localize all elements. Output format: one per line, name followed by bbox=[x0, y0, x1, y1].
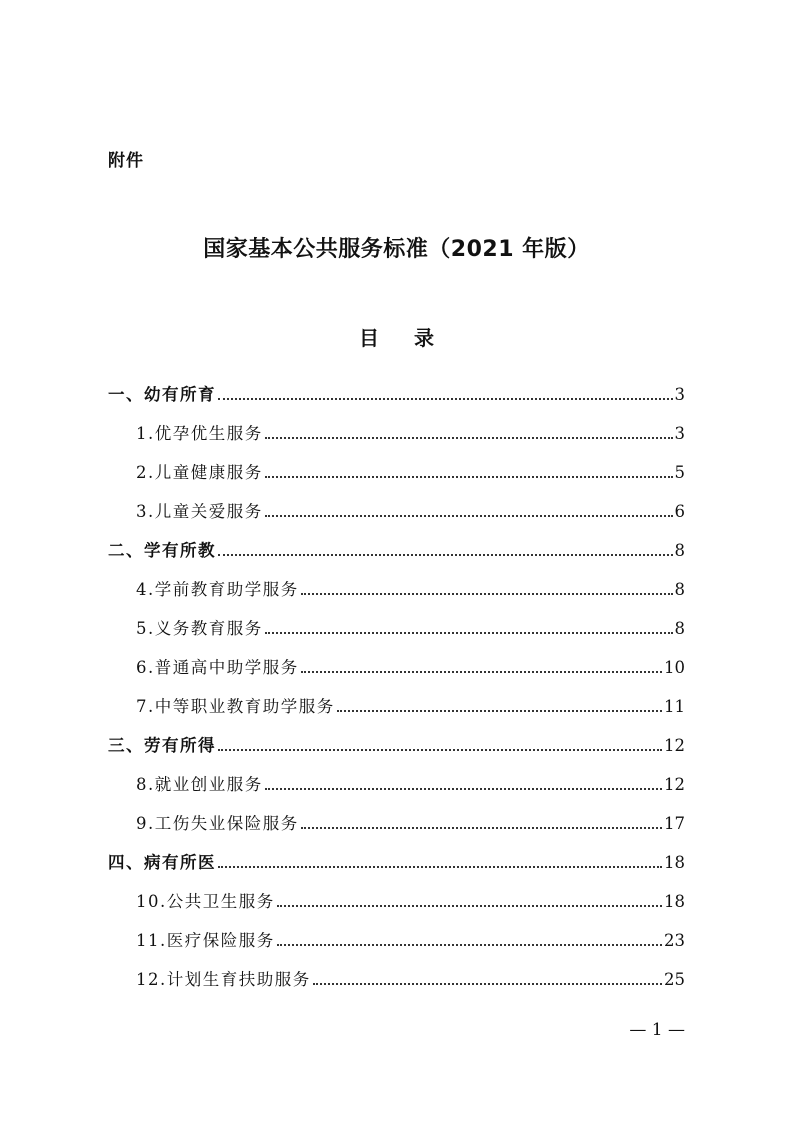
toc-page-number: 10 bbox=[664, 658, 685, 677]
toc-dot-leader bbox=[265, 787, 662, 790]
toc-page-number: 12 bbox=[664, 736, 685, 755]
toc-section-row[interactable] bbox=[108, 369, 685, 408]
toc-dot-leader bbox=[301, 826, 662, 829]
toc-page-number: 3 bbox=[674, 424, 685, 443]
toc-dot-leader bbox=[313, 982, 662, 985]
toc-dot-leader bbox=[265, 436, 673, 439]
toc-entry-label: 2.儿童健康服务 bbox=[136, 463, 263, 482]
toc-page-number: 8 bbox=[674, 619, 685, 638]
toc-dot-leader bbox=[337, 709, 662, 712]
toc-page-number: 18 bbox=[664, 892, 685, 911]
toc-page-number: 17 bbox=[664, 814, 685, 833]
toc-entry-label: 二、学有所教 bbox=[108, 541, 216, 560]
toc-entry-label: 3.儿童关爱服务 bbox=[136, 502, 263, 521]
toc-item-row[interactable] bbox=[108, 759, 685, 798]
toc-dot-leader bbox=[218, 397, 673, 400]
toc-section-row[interactable] bbox=[108, 720, 685, 759]
toc-item-row[interactable] bbox=[108, 603, 685, 642]
toc-entry-label: 11.医疗保险服务 bbox=[136, 931, 275, 950]
toc-page-number: 3 bbox=[674, 385, 685, 404]
toc-entry-label: 8.就业创业服务 bbox=[136, 775, 263, 794]
toc-dot-leader bbox=[277, 943, 662, 946]
document-title: 国家基本公共服务标准（2021 年版） bbox=[203, 237, 590, 262]
toc-page-number: 8 bbox=[674, 541, 685, 560]
toc-dot-leader bbox=[301, 670, 662, 673]
toc-item-row[interactable] bbox=[108, 447, 685, 486]
toc-item-row[interactable] bbox=[108, 798, 685, 837]
toc-item-row[interactable] bbox=[108, 915, 685, 954]
toc-page-number: 5 bbox=[674, 463, 685, 482]
toc-section-row[interactable] bbox=[108, 837, 685, 876]
toc-dot-leader bbox=[301, 592, 673, 595]
toc-item-row[interactable] bbox=[108, 486, 685, 525]
toc-entry-label: 三、劳有所得 bbox=[108, 736, 216, 755]
toc-page-number: 6 bbox=[674, 502, 685, 521]
toc-entry-label: 9.工伤失业保险服务 bbox=[136, 814, 299, 833]
toc-entry-label: 10.公共卫生服务 bbox=[136, 892, 275, 911]
page-number: — 1 — bbox=[629, 1020, 685, 1040]
toc-entry-label: 四、病有所医 bbox=[108, 853, 216, 872]
attachment-label: 附件 bbox=[108, 151, 144, 171]
toc-entry-label: 6.普通高中助学服务 bbox=[136, 658, 299, 677]
toc-dot-leader bbox=[218, 553, 673, 556]
toc-item-row[interactable] bbox=[108, 642, 685, 681]
toc-entry-label: 1.优孕优生服务 bbox=[136, 424, 263, 443]
toc-dot-leader bbox=[218, 865, 662, 868]
toc-item-row[interactable] bbox=[108, 876, 685, 915]
toc-item-row[interactable] bbox=[108, 564, 685, 603]
toc-entry-label: 一、幼有所育 bbox=[108, 385, 216, 404]
toc-page-number: 25 bbox=[664, 970, 685, 989]
toc-entry-label: 4.学前教育助学服务 bbox=[136, 580, 299, 599]
toc-section-row[interactable] bbox=[108, 525, 685, 564]
toc-page-number: 12 bbox=[664, 775, 685, 794]
toc-page-number: 8 bbox=[674, 580, 685, 599]
toc-entry-label: 5.义务教育服务 bbox=[136, 619, 263, 638]
toc-heading: 目 录 bbox=[359, 326, 448, 350]
toc-page-number: 23 bbox=[664, 931, 685, 950]
toc-dot-leader bbox=[265, 631, 673, 634]
toc-dot-leader bbox=[265, 514, 673, 517]
toc-dot-leader bbox=[218, 748, 662, 751]
toc-entry-label: 12.计划生育扶助服务 bbox=[136, 970, 311, 989]
toc-item-row[interactable] bbox=[108, 681, 685, 720]
toc-item-row[interactable] bbox=[108, 408, 685, 447]
toc-page-number: 18 bbox=[664, 853, 685, 872]
toc-item-row[interactable] bbox=[108, 954, 685, 993]
toc-dot-leader bbox=[277, 904, 662, 907]
toc-page-number: 11 bbox=[664, 697, 685, 716]
toc-entry-label: 7.中等职业教育助学服务 bbox=[136, 697, 335, 716]
toc-dot-leader bbox=[265, 475, 673, 478]
table-of-contents bbox=[108, 369, 685, 993]
